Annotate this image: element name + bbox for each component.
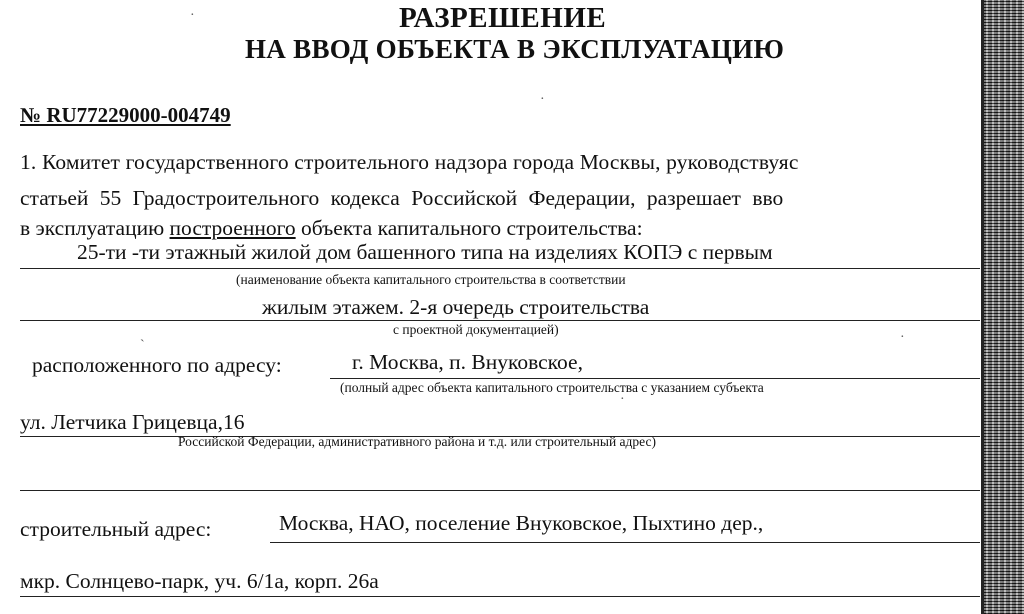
object-name-line-2: жилым этажем. 2-я очередь строительства [262, 295, 650, 319]
paragraph-line-3-prefix: в эксплуатацию [20, 216, 165, 240]
construction-address-underline-2 [20, 596, 980, 597]
blank-line [20, 490, 980, 491]
scan-edge [984, 0, 1024, 614]
address-underline-1 [330, 378, 980, 379]
built-word: построенного [169, 216, 296, 240]
object-name-caption-1: (наименование объекта капитального строительства в соответствии [236, 272, 626, 287]
object-name-underline-2 [20, 320, 980, 321]
construction-address-label: строительный адрес: [20, 517, 212, 541]
address-caption-1: (полный адрес объекта капитального строительства с указанием субъекта [340, 380, 764, 395]
paragraph-line-3-suffix: объекта капитального строительства: [301, 216, 643, 240]
address-label: расположенного по адресу: [32, 353, 282, 377]
paragraph-line-3 [20, 216, 643, 241]
object-name-caption-2: с проектной документацией) [393, 322, 559, 337]
scan-speck: · [540, 92, 545, 107]
construction-address-underline-1 [270, 542, 980, 543]
address-caption-2: Российской Федерации, административного района и т.д. или строительный адрес) [178, 434, 656, 449]
construction-address-line-2: мкр. Солнцево-парк, уч. 6/1а, корп. 26а [20, 569, 379, 593]
paragraph-line-2: статьей 55 Градостроительного кодекса Российской Федерации, разрешает вво [20, 186, 784, 210]
address-value-line-2: ул. Летчика Грицевца,16 [20, 410, 245, 434]
object-name-line-1: 25-ти -ти этажный жилой дом башенного типа на изделиях КОПЭ с первым [77, 240, 773, 264]
object-name-underline-1 [20, 268, 980, 269]
paragraph-line-1: 1. Комитет государственного строительного надзора города Москвы, руководствуяс [20, 150, 799, 174]
document-title: РАЗРЕШЕНИЕ [399, 2, 607, 34]
document-subtitle: НА ВВОД ОБЪЕКТА В ЭКСПЛУАТАЦИЮ [245, 34, 785, 64]
scan-speck: · [900, 330, 905, 345]
scan-speck: ` [140, 338, 145, 353]
scan-speck: · [190, 8, 195, 23]
permit-number: № RU77229000-004749 [20, 103, 231, 127]
address-value-line-1: г. Москва, п. Внуковское, [352, 350, 583, 374]
scan-speck: · [620, 392, 625, 407]
construction-address-line-1: Москва, НАО, поселение Внуковское, Пыхтино дер., [279, 511, 764, 535]
